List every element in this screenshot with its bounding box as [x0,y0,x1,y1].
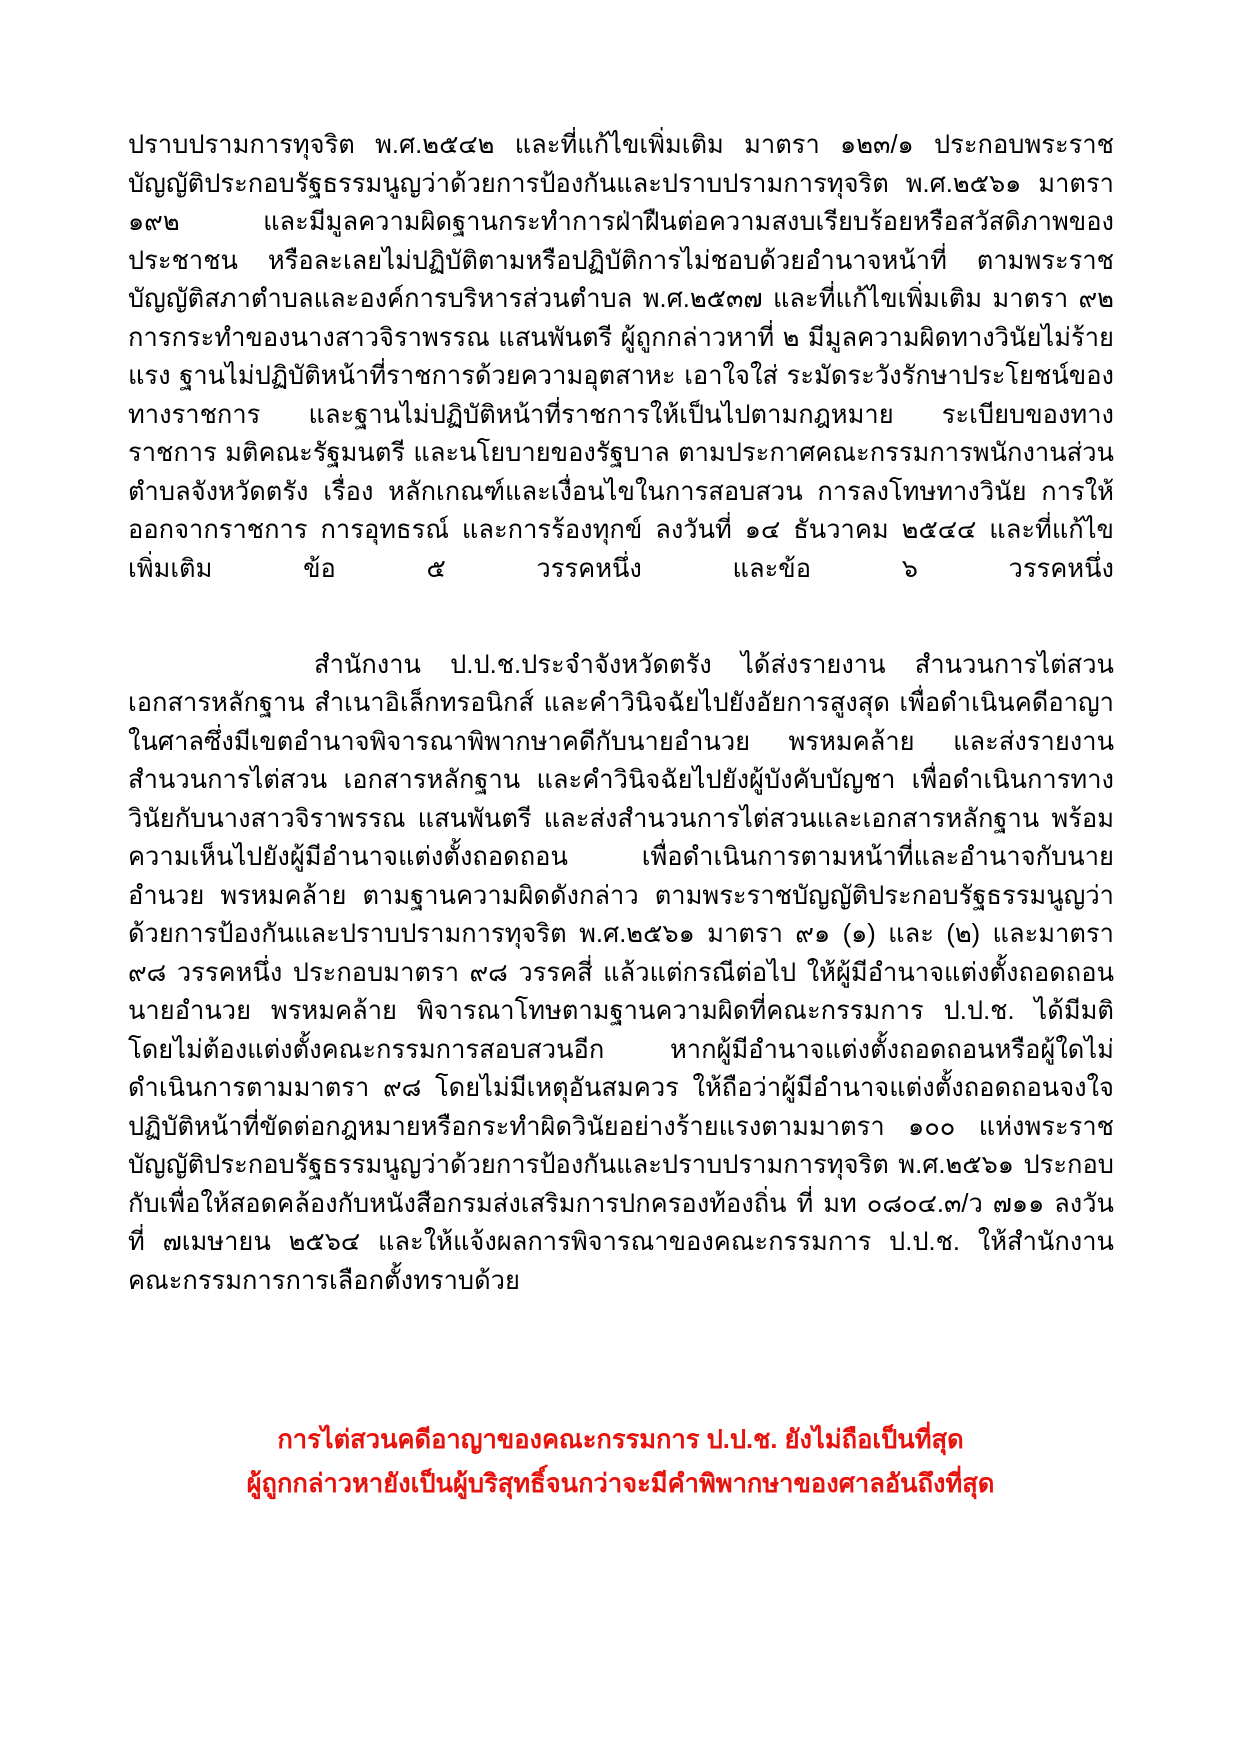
document-body [128,126,1114,1339]
footer-disclaimer-line-2: ผู้ถูกกล่าวหายังเป็นผู้บริสุทธิ์จนกว่าจะมีคำพิพากษาของศาลอันถึงที่สุด [246,1470,995,1498]
footer-disclaimer-line-1: การไต่สวนคดีอาญาของคณะกรรมการ ป.ป.ช. ยังไม่ถือเป็นที่สุด [277,1426,964,1454]
body-paragraph-2: สำนักงาน ป.ป.ช.ประจำจังหวัดตรัง ได้ส่งรายงาน สำนวนการไต่สวน เอกสารหลักฐาน สำเนาอิเล็กทรอนิกส์ และคำวินิจฉัยไปยังอัยการสูงสุด เพื่อดำเนินคดีอาญาในศาลซึ่งมีเขตอำนาจพิจารณาพิพากษาคดีกับนายอำนวย พรหมคล้าย และส่งรายงาน สำนวนการไต่สวน เอกสารหลักฐาน และคำวินิจฉัยไปยังผู้บังคับบัญชา เพื่อดำเนินการทางวินัยกับนางสาวจิราพรรณ แสนพันตรี และส่งสำนวนการไต่สวนและเอกสารหลักฐาน พร้อมความเห็นไปยังผู้มีอำนาจแต่งตั้งถอดถอน เพื่อดำเนินการตามหน้าที่และอำนาจกับนายอำนวย พรหมคล้าย ตามฐานความผิดดังกล่าว ตามพระราชบัญญัติประกอบรัฐธรรมนูญว่าด้วยการป้องกันและปราบปรามการทุจริต พ.ศ.๒๕๖๑ มาตรา ๙๑ (๑) และ (๒) และมาตรา ๙๘ วรรคหนึ่ง ประกอบมาตรา ๙๘ วรรคสี่ แล้วแต่กรณีต่อไป ให้ผู้มีอำนาจแต่งตั้งถอดถอนนายอำนวย พรหมคล้าย พิจารณาโทษตามฐานความผิดที่คณะกรรมการ ป.ป.ช. ได้มีมติ โดยไม่ต้องแต่งตั้งคณะกรรมการสอบสวนอีก หากผู้มีอำนาจแต่งตั้งถอดถอนหรือผู้ใดไม่ดำเนินการตามมาตรา ๙๘ โดยไม่มีเหตุอันสมควร ให้ถือว่าผู้มีอำนาจแต่งตั้งถอดถอนจงใจปฏิบัติหน้าที่ขัดต่อกฎหมายหรือกระทำผิดวินัยอย่างร้ายแรงตามมาตรา ๑๐๐ แห่งพระราชบัญญัติประกอบรัฐธรรมนูญว่าด้วยการป้องกันและปราบปรามการทุจริต พ.ศ.๒๕๖๑ ประกอบกับเพื่อให้สอดคล้องกับหนังสือกรมส่งเสริมการปกครองท้องถิ่น ที่ มท ๐๘๐๔.๓/ว ๗๑๑ ลงวันที่ ๗เมษายน ๒๕๖๔ และให้แจ้งผลการพิจารณาของคณะกรรมการ ป.ป.ช. ให้สำนักงานคณะกรรมการการเลือกตั้งทราบด้วย [128,650,1114,1295]
body-paragraph-1: ปราบปรามการทุจริต พ.ศ.๒๕๔๒ และที่แก้ไขเพิ่มเติม มาตรา ๑๒๓/๑ ประกอบพระราชบัญญัติประกอบรัฐธรรมนูญว่าด้วยการป้องกันและปราบปรามการทุจริต พ.ศ.๒๕๖๑ มาตรา ๑๙๒ และมีมูลความผิดฐานกระทำการฝ่าฝืนต่อความสงบเรียบร้อยหรือสวัสดิภาพของประชาชน หรือละเลยไม่ปฏิบัติตามหรือปฏิบัติการไม่ชอบด้วยอำนาจหน้าที่ ตามพระราชบัญญัติสภาตำบลและองค์การบริหารส่วนตำบล พ.ศ.๒๕๓๗ และที่แก้ไขเพิ่มเติม มาตรา ๙๒ การกระทำของนางสาวจิราพรรณ แสนพันตรี ผู้ถูกกล่าวหาที่ ๒ มีมูลความผิดทางวินัยไม่ร้ายแรง ฐานไม่ปฏิบัติหน้าที่ราชการด้วยความอุตสาหะ เอาใจใส่ ระมัดระวังรักษาประโยชน์ของทางราชการ และฐานไม่ปฏิบัติหน้าที่ราชการให้เป็นไปตามกฎหมาย ระเบียบของทางราชการ มติคณะรัฐมนตรี และนโยบายของรัฐบาล ตามประกาศคณะกรรมการพนักงานส่วนตำบลจังหวัดตรัง เรื่อง หลักเกณฑ์และเงื่อนไขในการสอบสวน การลงโทษทางวินัย การให้ออกจากราชการ การอุทธรณ์ และการร้องทุกข์ ลงวันที่ ๑๔ ธันวาคม ๒๕๔๔ และที่แก้ไขเพิ่มเติม ข้อ ๕ วรรคหนึ่ง และข้อ ๖ วรรคหนึ่ง [128,131,1114,583]
footer-disclaimer [0,1418,1241,1506]
